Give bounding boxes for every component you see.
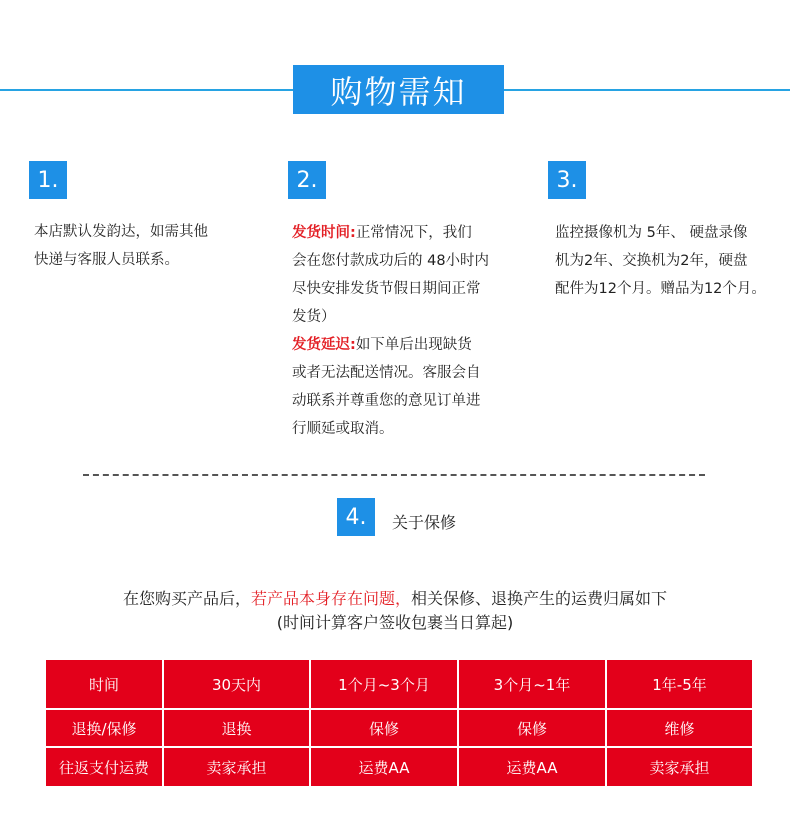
note-text: 在您购买产品后， — [122, 589, 251, 608]
note-highlight: 若产品本身存在问题， — [250, 589, 411, 608]
text-line: 动联系并尊重您的意见订单进 — [292, 393, 481, 409]
table-cell: 往返支付运费 — [45, 747, 163, 787]
text-line: 配件为12个月。赠品为12个月。 — [555, 281, 766, 297]
table-cell: 卖家承担 — [163, 747, 310, 787]
shipping-time-text: 正常情况下，我们 — [355, 225, 472, 241]
dashed-divider — [83, 474, 705, 476]
shipping-delay-text: 如下单后出现缺货 — [355, 337, 472, 353]
text-line: 发货） — [292, 309, 336, 325]
table-cell: 维修 — [606, 709, 753, 747]
text-line: 行顺延或取消。 — [292, 421, 394, 437]
table-cell: 卖家承担 — [606, 747, 753, 787]
shipping-time-label: 发货时间: — [292, 225, 356, 241]
page-title: 购物需知 — [293, 65, 504, 114]
table-cell: 3个月~1年 — [458, 659, 606, 709]
table-cell: 保修 — [458, 709, 606, 747]
table-cell: 退换 — [163, 709, 310, 747]
text-line: 机为2年、交换机为2年，硬盘 — [555, 253, 748, 269]
table-row — [45, 709, 753, 747]
section-1-number: 1. — [29, 161, 67, 199]
section-2-text — [292, 219, 489, 443]
warranty-heading: 关于保修 — [392, 513, 457, 532]
table-cell: 运费AA — [310, 747, 458, 787]
warranty-note-line2: (时间计算客户签收包裹当日算起) — [276, 613, 514, 632]
shipping-delay-label: 发货延迟: — [292, 337, 356, 353]
section-3-text — [555, 219, 766, 303]
header-rule-right — [504, 89, 790, 91]
section-2-number: 2. — [288, 161, 326, 199]
table-cell: 运费AA — [458, 747, 606, 787]
warranty-note — [0, 586, 790, 609]
table-cell: 退换/保修 — [45, 709, 163, 747]
text-line — [292, 331, 489, 359]
text-line: 监控摄像机为 5年、 硬盘录像 — [555, 225, 748, 241]
table-cell: 保修 — [310, 709, 458, 747]
table-row — [45, 659, 753, 709]
text-line: 本店默认发韵达，如需其他 — [34, 224, 208, 240]
table-row — [45, 747, 753, 787]
text-line: 或者无法配送情况。客服会自 — [292, 365, 481, 381]
text-line — [292, 219, 489, 247]
section-4-number: 4. — [337, 498, 375, 536]
table-cell: 1个月~3个月 — [310, 659, 458, 709]
text-line: 快递与客服人员联系。 — [34, 252, 179, 268]
section-3-number: 3. — [548, 161, 586, 199]
table-cell: 30天内 — [163, 659, 310, 709]
warranty-table — [44, 658, 754, 788]
note-text: 相关保修、退换产生的运费归属如下 — [411, 589, 668, 608]
section-1-text — [34, 218, 208, 274]
table-cell: 时间 — [45, 659, 163, 709]
text-line: 会在您付款成功后的 48小时内 — [292, 253, 490, 269]
header-rule-left — [0, 89, 293, 91]
text-line: 尽快安排发货节假日期间正常 — [292, 281, 481, 297]
table-cell: 1年-5年 — [606, 659, 753, 709]
